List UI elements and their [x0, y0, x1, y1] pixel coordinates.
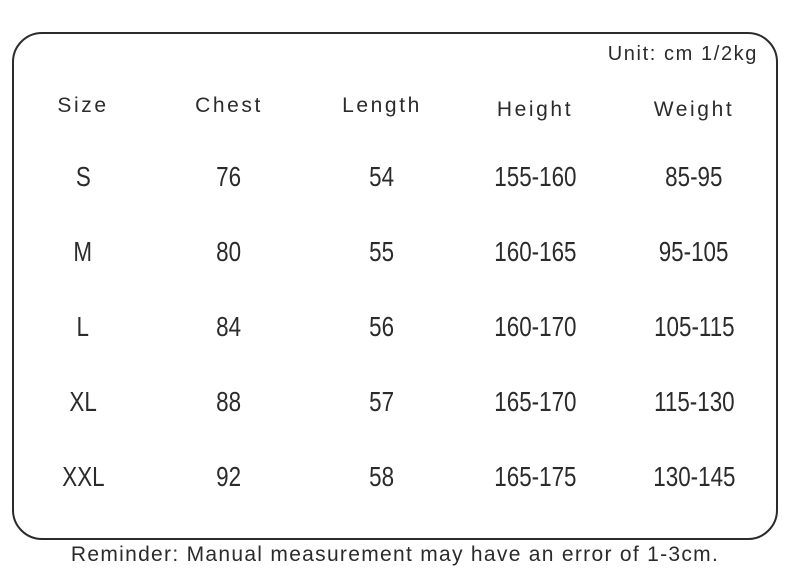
cell-size [14, 439, 152, 514]
unit-label: Unit: cm 1/2kg [607, 43, 758, 65]
length-value: 56 [369, 310, 395, 342]
size-chart-card [12, 32, 778, 540]
header-size: Size [57, 94, 109, 117]
length-value: 55 [369, 235, 395, 267]
cell-chest [152, 289, 306, 364]
cell-size [14, 139, 152, 214]
cell-size [14, 364, 152, 439]
header-height: Height [496, 98, 574, 121]
header-chest: Chest [195, 94, 263, 117]
length-value: 58 [369, 460, 395, 492]
chest-value: 80 [216, 235, 242, 267]
size-value: XL [69, 385, 97, 417]
size-table [14, 73, 776, 514]
chest-value: 88 [216, 385, 242, 417]
cell-height [458, 214, 612, 289]
cell-length [306, 289, 458, 364]
cell-height [458, 364, 612, 439]
weight-value: 85-95 [665, 160, 723, 192]
length-value: 57 [369, 385, 395, 417]
weight-value: 130-145 [652, 460, 736, 492]
cell-size [14, 289, 152, 364]
cell-weight [612, 214, 776, 289]
cell-weight [612, 364, 776, 439]
cell-length [306, 139, 458, 214]
header-length: Length [342, 94, 422, 117]
cell-length [306, 439, 458, 514]
chest-value: 76 [216, 160, 242, 192]
cell-length [306, 364, 458, 439]
height-value: 165-170 [493, 385, 577, 417]
height-value: 160-170 [493, 310, 577, 342]
cell-height [458, 139, 612, 214]
cell-size [14, 214, 152, 289]
length-value: 54 [369, 160, 395, 192]
cell-chest [152, 439, 306, 514]
cell-chest [152, 139, 306, 214]
cell-height [458, 439, 612, 514]
weight-value: 95-105 [659, 235, 729, 267]
height-value: 165-175 [493, 460, 577, 492]
size-value: L [76, 310, 90, 342]
cell-weight [612, 139, 776, 214]
header-weight: Weight [653, 98, 735, 121]
height-value: 155-160 [493, 160, 577, 192]
weight-value: 105-115 [653, 310, 735, 342]
size-value: XXL [61, 460, 105, 492]
weight-value: 115-130 [653, 385, 735, 417]
chest-value: 92 [216, 460, 242, 492]
cell-chest [152, 364, 306, 439]
chest-value: 84 [216, 310, 242, 342]
cell-length [306, 214, 458, 289]
height-value: 160-165 [493, 235, 577, 267]
cell-height [458, 289, 612, 364]
cell-weight [612, 289, 776, 364]
cell-chest [152, 214, 306, 289]
cell-weight [612, 439, 776, 514]
size-value: S [75, 160, 91, 192]
size-value: M [73, 235, 93, 267]
reminder-text: Reminder: Manual measurement may have an error of 1-3cm. [70, 543, 720, 566]
